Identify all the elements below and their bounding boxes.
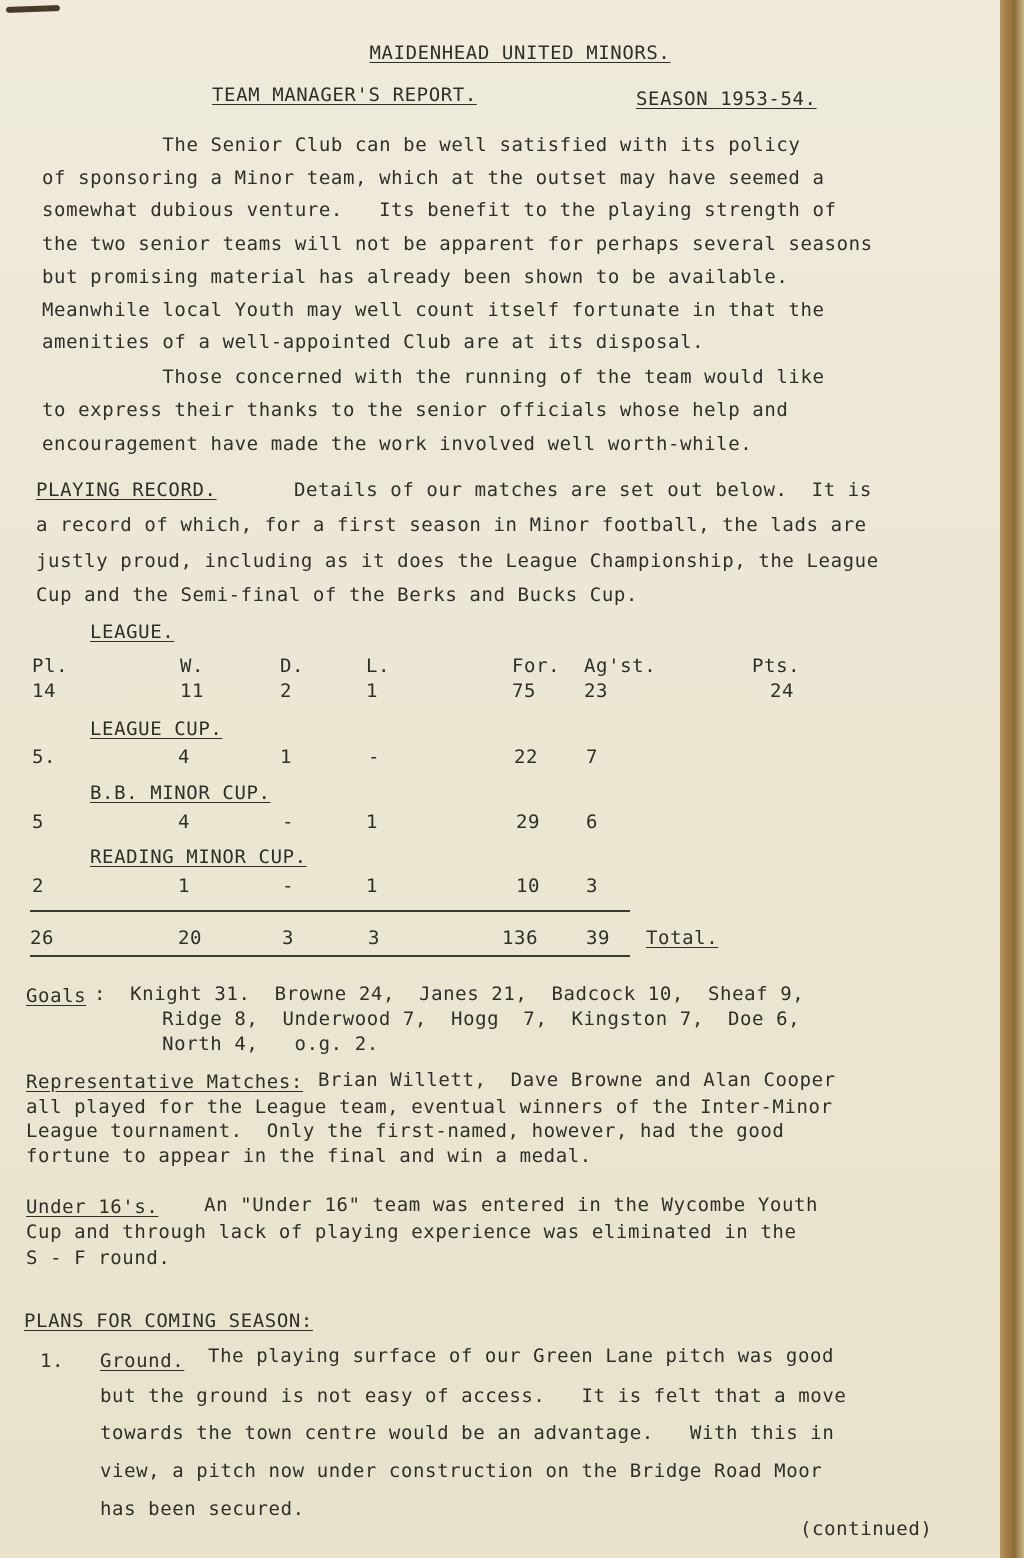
plan-line: The playing surface of our Green Lane pitch was good xyxy=(196,1345,835,1367)
bb-minor-cup-title: B.B. MINOR CUP. xyxy=(90,782,271,804)
total-lost: 3 xyxy=(368,927,381,949)
header-against: Ag'st. xyxy=(584,655,657,677)
under16-line: An "Under 16" team was entered in the Wycombe Youth xyxy=(180,1194,819,1216)
plan-line: view, a pitch now under construction on the Bridge Road Moor xyxy=(100,1460,823,1482)
playing-record-heading: PLAYING RECORD. xyxy=(36,479,217,501)
intro-line: The Senior Club can be well satisfied with its policy xyxy=(42,134,801,156)
league-cup-drawn: 1 xyxy=(280,746,293,768)
league-cup-won: 4 xyxy=(178,746,191,768)
total-won: 20 xyxy=(178,927,203,949)
intro-line: to express their thanks to the senior officials whose help and xyxy=(42,399,789,421)
representative-line: fortune to appear in the final and win a medal. xyxy=(26,1145,592,1167)
goals-line: : Knight 31. Browne 24, Janes 21, Badcock 10, Sheaf 9, xyxy=(94,983,805,1005)
header-lost: L. xyxy=(366,655,391,677)
intro-line: Meanwhile local Youth may well count itself fortunate in that the xyxy=(42,299,825,321)
organization-title: MAIDENHEAD UNITED MINORS. xyxy=(369,42,671,64)
plan-item-number: 1. xyxy=(40,1350,65,1372)
total-against: 39 xyxy=(586,927,611,949)
under16-line: Cup and through lack of playing experience was eliminated in the xyxy=(26,1221,797,1243)
intro-line: amenities of a well-appointed Club are at its disposal. xyxy=(42,331,705,353)
league-against: 23 xyxy=(584,680,609,702)
representative-line: League tournament. Only the first-named, however, had the good xyxy=(26,1120,785,1142)
representative-line: all played for the League team, eventual winners of the Inter-Minor xyxy=(26,1096,833,1118)
representative-heading: Representative Matches: xyxy=(26,1071,303,1093)
intro-line: but promising material has already been shown to be available. xyxy=(42,266,789,288)
representative-line: Brian Willett, Dave Browne and Alan Cooper xyxy=(306,1069,836,1091)
plan-line: but the ground is not easy of access. It is felt that a move xyxy=(100,1385,847,1407)
reading-minor-cup-title: READING MINOR CUP. xyxy=(90,846,307,868)
bb-minor-cup-drawn: - xyxy=(282,811,295,833)
plans-heading: PLANS FOR COMING SEASON: xyxy=(24,1310,313,1332)
league-lost: 1 xyxy=(366,680,379,702)
league-cup-for: 22 xyxy=(514,746,539,768)
intro-line: of sponsoring a Minor team, which at the outset may have seemed a xyxy=(42,167,825,189)
playing-record-line: Details of our matches are set out below. It is xyxy=(294,479,872,501)
reading-minor-cup-lost: 1 xyxy=(366,875,379,897)
totals-rule xyxy=(30,910,630,912)
under16-heading: Under 16's. xyxy=(26,1196,159,1218)
reading-minor-cup-for: 10 xyxy=(516,875,541,897)
league-for: 75 xyxy=(512,680,537,702)
bb-minor-cup-against: 6 xyxy=(586,811,599,833)
goals-line: Ridge 8, Underwood 7, Hogg 7, Kingston 7, Doe 6, xyxy=(126,1008,801,1030)
total-label: Total. xyxy=(646,927,719,949)
league-points: 24 xyxy=(770,680,795,702)
header-for: For. xyxy=(512,655,561,677)
reading-minor-cup-won: 1 xyxy=(178,875,191,897)
league-drawn: 2 xyxy=(280,680,293,702)
league-played: 14 xyxy=(32,680,57,702)
binder-edge xyxy=(1000,0,1024,1558)
intro-line: Those concerned with the running of the team would like xyxy=(42,366,825,388)
bb-minor-cup-for: 29 xyxy=(516,811,541,833)
header-drawn: D. xyxy=(280,655,305,677)
league-cup-title: LEAGUE CUP. xyxy=(90,718,223,740)
header-played: Pl. xyxy=(32,655,69,677)
bb-minor-cup-won: 4 xyxy=(178,811,191,833)
league-cup-against: 7 xyxy=(586,746,599,768)
plan-item-title: Ground. xyxy=(100,1350,185,1372)
under16-line: S - F round. xyxy=(26,1247,171,1269)
total-for: 136 xyxy=(502,927,539,949)
league-cup-lost: - xyxy=(368,746,381,768)
intro-line: the two senior teams will not be apparent for perhaps several seasons xyxy=(42,233,873,255)
header-won: W. xyxy=(180,655,205,677)
playing-record-line: justly proud, including as it does the League Championship, the League xyxy=(36,550,879,572)
total-drawn: 3 xyxy=(282,927,295,949)
playing-record-line: Cup and the Semi-final of the Berks and Bucks Cup. xyxy=(36,584,638,606)
intro-line: somewhat dubious venture. Its benefit to the playing strength of xyxy=(42,199,837,221)
league-cup-played: 5. xyxy=(32,746,57,768)
league-won: 11 xyxy=(180,680,205,702)
header-points: Pts. xyxy=(752,655,801,677)
reading-minor-cup-against: 3 xyxy=(586,875,599,897)
bb-minor-cup-lost: 1 xyxy=(366,811,379,833)
goals-label: Goals xyxy=(26,985,87,1007)
reading-minor-cup-played: 2 xyxy=(32,875,45,897)
league-title: LEAGUE. xyxy=(90,621,175,643)
reading-minor-cup-drawn: - xyxy=(282,875,295,897)
continued-label: (continued) xyxy=(800,1518,933,1540)
total-played: 26 xyxy=(30,927,55,949)
plan-line: towards the town centre would be an advantage. With this in xyxy=(100,1422,835,1444)
season-label: SEASON 1953-54. xyxy=(636,88,817,110)
intro-line: encouragement have made the work involved well worth-while. xyxy=(42,433,753,455)
plan-line: has been secured. xyxy=(100,1498,305,1520)
ink-smudge xyxy=(6,5,60,13)
report-title: TEAM MANAGER'S REPORT. xyxy=(212,84,477,106)
bb-minor-cup-played: 5 xyxy=(32,811,45,833)
goals-line: North 4, o.g. 2. xyxy=(126,1033,379,1055)
totals-underline xyxy=(30,955,630,957)
playing-record-line: a record of which, for a first season in Minor football, the lads are xyxy=(36,514,867,536)
